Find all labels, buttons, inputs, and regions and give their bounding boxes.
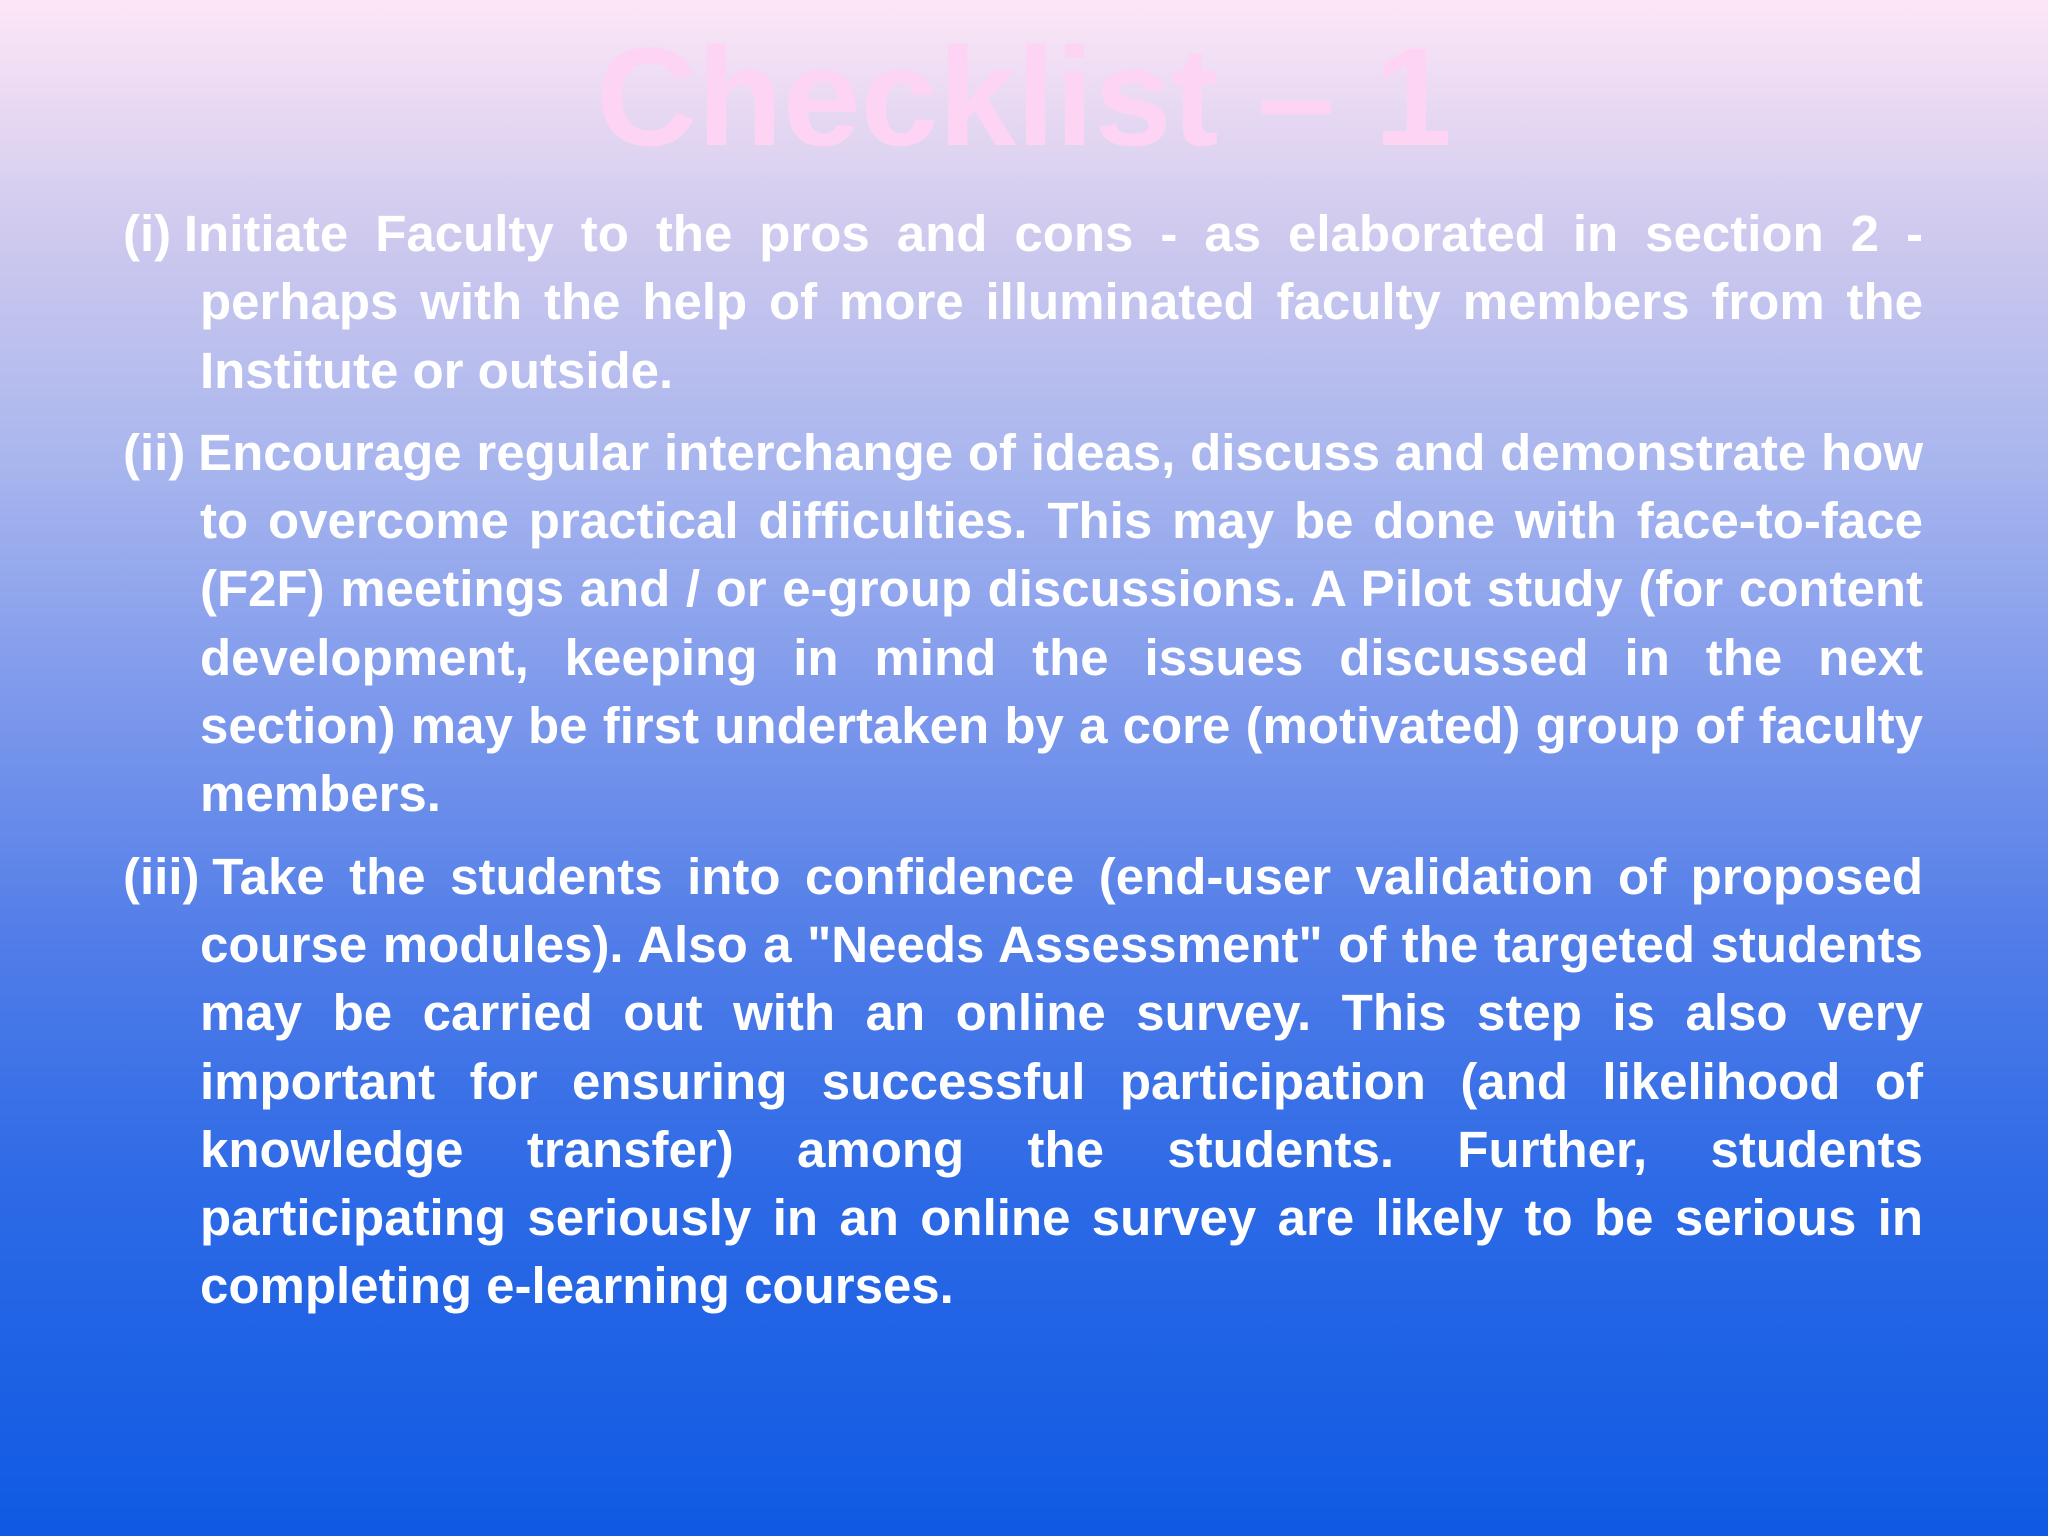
item-text: Encourage regular interchange of ideas, discuss and demonstrate how to overcome practical difficulties. This may be done with face-to-face (F2F) meetings and / or e-group discussions. A Pilot study (for content development, keeping in mind the issues discussed in the next section) may be first undertaken by a core (motivated) group of faculty members. (198, 423, 1923, 823)
checklist-item-1 (123, 200, 1923, 405)
item-text: Take the students into confidence (end-user validation of proposed course modules). Also a "Needs Assessment" of the targeted students may be carried out with an online survey. This step is also very important for ensuring successful participation (and likelihood of knowledge transfer) among the students. Further, students participating seriously in an online survey are likely to be serious in completing e-learning courses. (200, 847, 1923, 1315)
slide-title: Checklist – 1 (596, 18, 1452, 175)
item-marker: (i) (123, 205, 172, 262)
checklist-item-2 (123, 419, 1923, 829)
item-marker: (iii) (123, 847, 200, 905)
item-marker: (ii) (123, 423, 186, 481)
checklist-item-3 (123, 843, 1923, 1321)
checklist (123, 200, 1923, 1335)
item-text: Initiate Faculty to the pros and cons - as elaborated in section 2 - perhaps with the help of more illuminated faculty members from the Institute or outside. (183, 205, 1923, 399)
